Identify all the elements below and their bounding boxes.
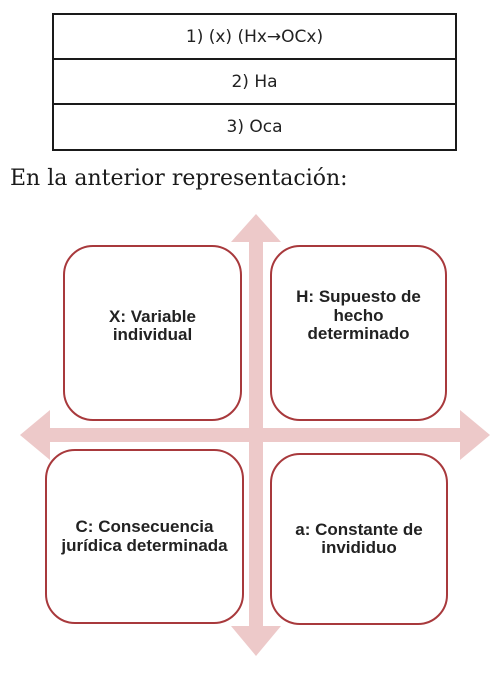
quadrant-consecuencia-juridica — [45, 449, 244, 624]
quadrant-variable-individual — [63, 245, 242, 421]
quadrant-label: C: Consecuencia jurídica determinada — [61, 517, 228, 555]
quadrant-label: X: Variable individual — [109, 306, 196, 344]
horizontal-arrow-shaft — [48, 428, 460, 442]
quadrant-supuesto-de-hecho — [270, 245, 447, 421]
formula-row-1: 1) (x) (Hx→OCx) — [54, 15, 455, 60]
arrow-up-head — [231, 214, 281, 242]
arrow-down-head — [231, 626, 281, 656]
quadrant-constante-de-individuo — [270, 453, 448, 625]
formula-row-2: 2) Ha — [54, 60, 455, 105]
formula-row-3: 3) Oca — [226, 117, 283, 137]
intro-text: En la anterior representación: — [10, 166, 348, 191]
quadrant-label: H: Supuesto de hecho determinado — [296, 287, 421, 344]
arrow-right-head — [460, 410, 490, 460]
arrow-left-head — [20, 410, 50, 460]
quadrant-label: a: Constante de invididuo — [295, 519, 423, 557]
